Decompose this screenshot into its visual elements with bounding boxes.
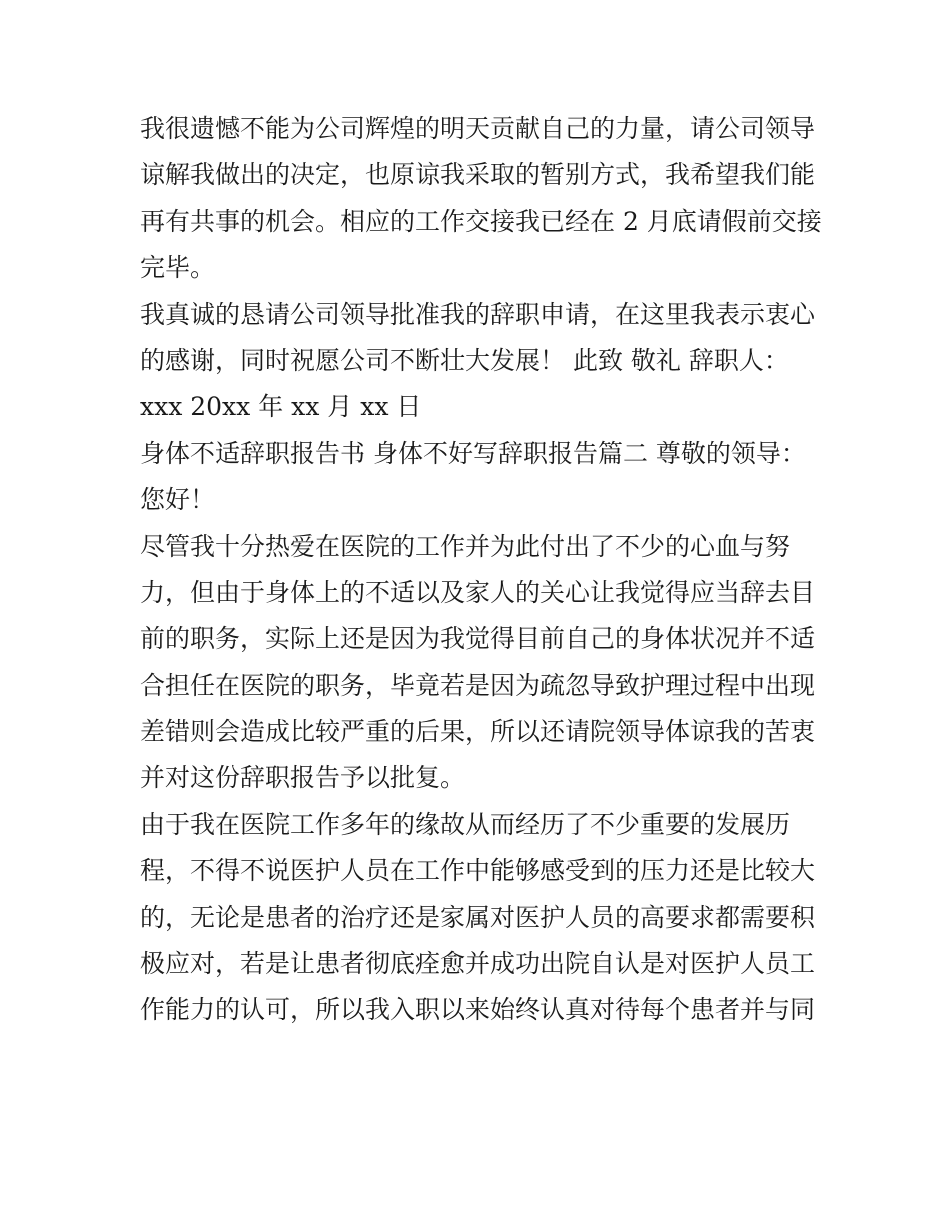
text-line: 我真诚的恳请公司领导批准我的辞职申请，在这里我表示衷心: [140, 299, 816, 329]
text-line: 的，无论是患者的治疗还是家属对医护人员的高要求都需要积: [140, 902, 816, 932]
text-line: 尽管我十分热爱在医院的工作并为此付出了不少的心血与努: [140, 531, 791, 561]
body-text: [140, 106, 830, 1034]
text-line: 作能力的认可，所以我入职以来始终认真对待每个患者并与同: [140, 995, 816, 1025]
text-line: 程，不得不说医护人员在工作中能够感受到的压力还是比较大: [140, 856, 816, 886]
text-line: 并对这份辞职报告予以批复。: [140, 763, 466, 793]
text-line: 再有共事的机会。相应的工作交接我已经在 2 月底请假前交接: [140, 206, 822, 236]
text-line: 由于我在医院工作多年的缘故从而经历了不少重要的发展历: [140, 809, 791, 839]
text-line: 谅解我做出的决定，也原谅我采取的暂别方式，我希望我们能: [140, 160, 816, 190]
text-line: 完毕。: [140, 253, 216, 283]
text-line: 极应对，若是让患者彻底痊愈并成功出院自认是对医护人员工: [140, 949, 816, 979]
text-line: 前的职务，实际上还是因为我觉得目前自己的身体状况并不适: [140, 624, 816, 654]
section-heading: 身体不适辞职报告书 身体不好写辞职报告篇二 尊敬的领导：: [140, 438, 806, 468]
date-line: xxx 20xx 年 xx 月 xx 日: [140, 392, 422, 422]
text-line: 我很遗憾不能为公司辉煌的明天贡献自己的力量，请公司领导: [140, 114, 816, 143]
text-line: 的感谢，同时祝愿公司不断壮大发展！ 此致 敬礼 辞职人：: [140, 345, 789, 375]
text-line: 合担任在医院的职务，毕竟若是因为疏忽导致护理过程中出现: [140, 670, 816, 700]
text-line: 力，但由于身体上的不适以及家人的关心让我觉得应当辞去目: [140, 577, 816, 607]
greeting: 您好！: [140, 485, 216, 515]
text-line: 差错则会造成比较严重的后果，所以还请院领导体谅我的苦衷: [140, 717, 816, 747]
